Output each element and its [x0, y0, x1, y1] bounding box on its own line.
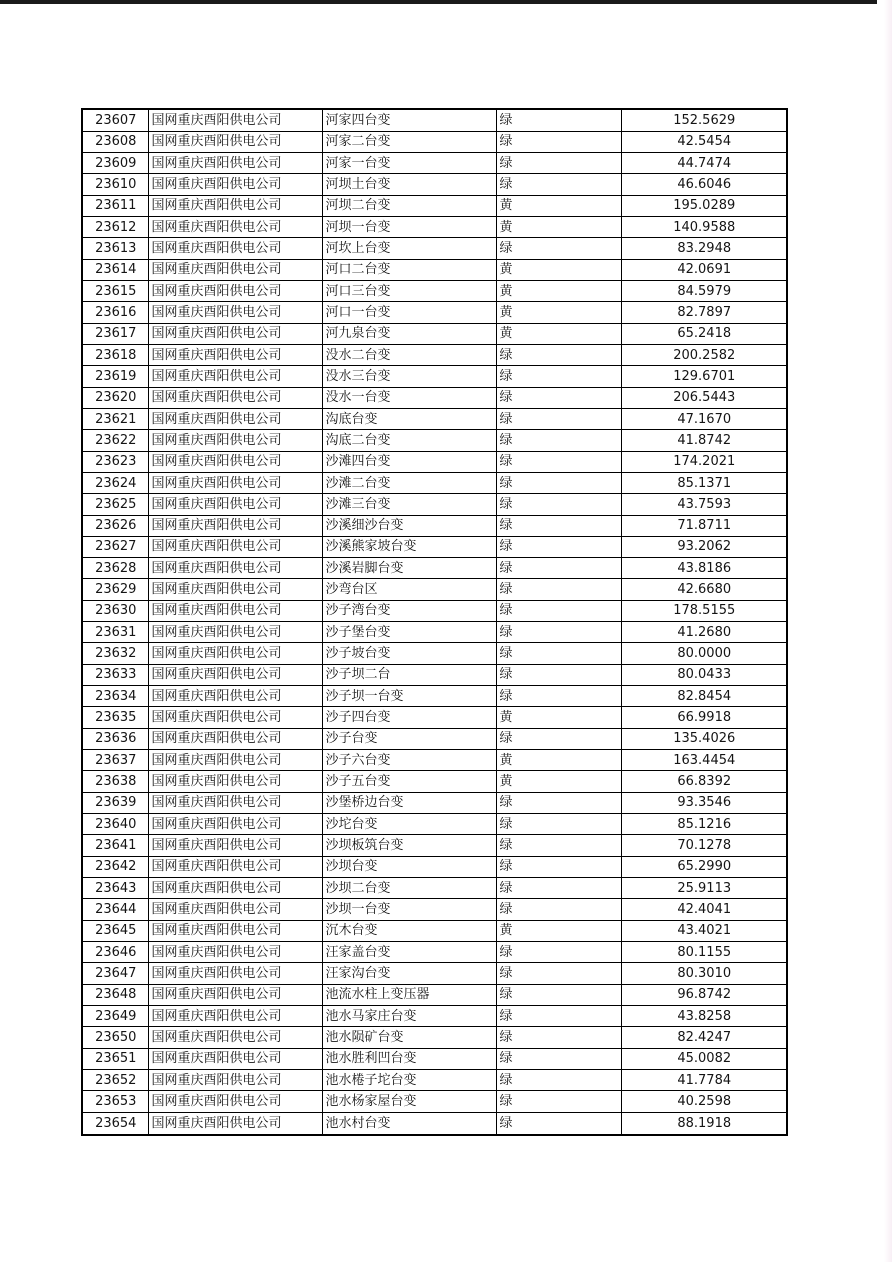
value-cell: 43.8258 [621, 1006, 787, 1027]
company-cell: 国网重庆酉阳供电公司 [148, 109, 322, 131]
table-row [82, 408, 787, 429]
table-body [82, 109, 787, 1135]
table-row [82, 1027, 787, 1048]
id-cell: 23618 [82, 344, 148, 365]
status-cell: 黄 [496, 259, 621, 280]
company-cell: 国网重庆酉阳供电公司 [148, 494, 322, 515]
id-cell: 23611 [82, 195, 148, 216]
table-row [82, 238, 787, 259]
company-cell: 国网重庆酉阳供电公司 [148, 643, 322, 664]
id-cell: 23650 [82, 1027, 148, 1048]
station-cell: 河坝土台变 [322, 174, 496, 195]
status-cell: 黄 [496, 216, 621, 237]
company-cell: 国网重庆酉阳供电公司 [148, 1112, 322, 1135]
id-cell: 23627 [82, 536, 148, 557]
status-cell: 绿 [496, 600, 621, 621]
id-cell: 23623 [82, 451, 148, 472]
status-cell: 绿 [496, 1070, 621, 1091]
company-cell: 国网重庆酉阳供电公司 [148, 579, 322, 600]
value-cell: 70.1278 [621, 835, 787, 856]
station-cell: 沙坨台变 [322, 814, 496, 835]
station-cell: 沙子湾台变 [322, 600, 496, 621]
table-row [82, 152, 787, 173]
id-cell: 23633 [82, 664, 148, 685]
value-cell: 25.9113 [621, 878, 787, 899]
value-cell: 80.3010 [621, 963, 787, 984]
company-cell: 国网重庆酉阳供电公司 [148, 152, 322, 173]
station-cell: 河坎上台变 [322, 238, 496, 259]
id-cell: 23654 [82, 1112, 148, 1135]
company-cell: 国网重庆酉阳供电公司 [148, 366, 322, 387]
table-row [82, 792, 787, 813]
station-cell: 沙子四台变 [322, 707, 496, 728]
company-cell: 国网重庆酉阳供电公司 [148, 238, 322, 259]
id-cell: 23610 [82, 174, 148, 195]
station-cell: 沙弯台区 [322, 579, 496, 600]
status-cell: 绿 [496, 558, 621, 579]
station-cell: 沙滩三台变 [322, 494, 496, 515]
value-cell: 206.5443 [621, 387, 787, 408]
table-row [82, 1070, 787, 1091]
station-cell: 沙坝板筑台变 [322, 835, 496, 856]
status-cell: 绿 [496, 408, 621, 429]
station-cell: 河家四台变 [322, 109, 496, 131]
value-cell: 41.8742 [621, 430, 787, 451]
id-cell: 23624 [82, 472, 148, 493]
id-cell: 23634 [82, 686, 148, 707]
value-cell: 80.0433 [621, 664, 787, 685]
id-cell: 23613 [82, 238, 148, 259]
status-cell: 绿 [496, 664, 621, 685]
status-cell: 黄 [496, 771, 621, 792]
id-cell: 23617 [82, 323, 148, 344]
company-cell: 国网重庆酉阳供电公司 [148, 728, 322, 749]
table-row [82, 1091, 787, 1112]
table-row [82, 878, 787, 899]
id-cell: 23616 [82, 302, 148, 323]
status-cell: 绿 [496, 899, 621, 920]
status-cell: 绿 [496, 238, 621, 259]
station-cell: 沙子六台变 [322, 750, 496, 771]
table-row [82, 814, 787, 835]
value-cell: 93.3546 [621, 792, 787, 813]
status-cell: 黄 [496, 323, 621, 344]
value-cell: 83.2948 [621, 238, 787, 259]
station-cell: 河口三台变 [322, 280, 496, 301]
station-cell: 沙子坝二台 [322, 664, 496, 685]
station-cell: 池水杨家屋台变 [322, 1091, 496, 1112]
station-cell: 沙滩二台变 [322, 472, 496, 493]
id-cell: 23643 [82, 878, 148, 899]
company-cell: 国网重庆酉阳供电公司 [148, 280, 322, 301]
status-cell: 绿 [496, 1091, 621, 1112]
value-cell: 43.8186 [621, 558, 787, 579]
status-cell: 黄 [496, 707, 621, 728]
id-cell: 23640 [82, 814, 148, 835]
value-cell: 82.8454 [621, 686, 787, 707]
company-cell: 国网重庆酉阳供电公司 [148, 451, 322, 472]
value-cell: 71.8711 [621, 515, 787, 536]
station-data-table [81, 108, 788, 1136]
value-cell: 80.1155 [621, 942, 787, 963]
table-row [82, 856, 787, 877]
value-cell: 41.2680 [621, 622, 787, 643]
id-cell: 23646 [82, 942, 148, 963]
value-cell: 80.0000 [621, 643, 787, 664]
station-cell: 池水村台变 [322, 1112, 496, 1135]
id-cell: 23647 [82, 963, 148, 984]
value-cell: 140.9588 [621, 216, 787, 237]
id-cell: 23625 [82, 494, 148, 515]
station-cell: 沉木台变 [322, 920, 496, 941]
value-cell: 200.2582 [621, 344, 787, 365]
station-cell: 沙堡桥边台变 [322, 792, 496, 813]
company-cell: 国网重庆酉阳供电公司 [148, 323, 322, 344]
value-cell: 42.0691 [621, 259, 787, 280]
id-cell: 23630 [82, 600, 148, 621]
company-cell: 国网重庆酉阳供电公司 [148, 942, 322, 963]
station-cell: 池流水柱上变压器 [322, 984, 496, 1005]
station-cell: 池水陨矿台变 [322, 1027, 496, 1048]
table-row [82, 984, 787, 1005]
table-row [82, 109, 787, 131]
company-cell: 国网重庆酉阳供电公司 [148, 899, 322, 920]
id-cell: 23651 [82, 1048, 148, 1069]
company-cell: 国网重庆酉阳供电公司 [148, 984, 322, 1005]
table-row [82, 942, 787, 963]
value-cell: 47.1670 [621, 408, 787, 429]
station-cell: 河口二台变 [322, 259, 496, 280]
value-cell: 96.8742 [621, 984, 787, 1005]
station-cell: 没水三台变 [322, 366, 496, 387]
status-cell: 绿 [496, 728, 621, 749]
id-cell: 23638 [82, 771, 148, 792]
table-row [82, 664, 787, 685]
value-cell: 163.4454 [621, 750, 787, 771]
table-row [82, 323, 787, 344]
company-cell: 国网重庆酉阳供电公司 [148, 216, 322, 237]
company-cell: 国网重庆酉阳供电公司 [148, 536, 322, 557]
station-cell: 沙子五台变 [322, 771, 496, 792]
id-cell: 23609 [82, 152, 148, 173]
table-row [82, 430, 787, 451]
status-cell: 绿 [496, 963, 621, 984]
status-cell: 绿 [496, 1006, 621, 1027]
id-cell: 23653 [82, 1091, 148, 1112]
value-cell: 65.2418 [621, 323, 787, 344]
page-edge-shade [884, 0, 892, 1262]
id-cell: 23632 [82, 643, 148, 664]
table-row [82, 771, 787, 792]
station-cell: 汪家盖台变 [322, 942, 496, 963]
id-cell: 23612 [82, 216, 148, 237]
value-cell: 43.7593 [621, 494, 787, 515]
value-cell: 65.2990 [621, 856, 787, 877]
id-cell: 23636 [82, 728, 148, 749]
value-cell: 42.4041 [621, 899, 787, 920]
station-cell: 沙滩四台变 [322, 451, 496, 472]
station-cell: 沙溪细沙台变 [322, 515, 496, 536]
company-cell: 国网重庆酉阳供电公司 [148, 664, 322, 685]
value-cell: 88.1918 [621, 1112, 787, 1135]
status-cell: 绿 [496, 344, 621, 365]
table-row [82, 558, 787, 579]
station-cell: 沙子台变 [322, 728, 496, 749]
company-cell: 国网重庆酉阳供电公司 [148, 600, 322, 621]
id-cell: 23652 [82, 1070, 148, 1091]
table-row [82, 963, 787, 984]
status-cell: 绿 [496, 835, 621, 856]
table-row [82, 131, 787, 152]
table-row [82, 579, 787, 600]
value-cell: 66.8392 [621, 771, 787, 792]
id-cell: 23619 [82, 366, 148, 387]
value-cell: 195.0289 [621, 195, 787, 216]
value-cell: 85.1371 [621, 472, 787, 493]
station-cell: 沙坝台变 [322, 856, 496, 877]
table-row [82, 195, 787, 216]
id-cell: 23631 [82, 622, 148, 643]
table-row [82, 494, 787, 515]
company-cell: 国网重庆酉阳供电公司 [148, 472, 322, 493]
status-cell: 绿 [496, 814, 621, 835]
company-cell: 国网重庆酉阳供电公司 [148, 1070, 322, 1091]
station-cell: 河九泉台变 [322, 323, 496, 344]
company-cell: 国网重庆酉阳供电公司 [148, 344, 322, 365]
table-row [82, 387, 787, 408]
id-cell: 23644 [82, 899, 148, 920]
station-cell: 池水马家庄台变 [322, 1006, 496, 1027]
company-cell: 国网重庆酉阳供电公司 [148, 771, 322, 792]
value-cell: 43.4021 [621, 920, 787, 941]
status-cell: 绿 [496, 1027, 621, 1048]
value-cell: 82.4247 [621, 1027, 787, 1048]
station-cell: 沙坝二台变 [322, 878, 496, 899]
id-cell: 23648 [82, 984, 148, 1005]
id-cell: 23622 [82, 430, 148, 451]
status-cell: 绿 [496, 451, 621, 472]
station-cell: 河家二台变 [322, 131, 496, 152]
id-cell: 23607 [82, 109, 148, 131]
id-cell: 23608 [82, 131, 148, 152]
company-cell: 国网重庆酉阳供电公司 [148, 1027, 322, 1048]
status-cell: 绿 [496, 942, 621, 963]
value-cell: 46.6046 [621, 174, 787, 195]
status-cell: 绿 [496, 579, 621, 600]
status-cell: 绿 [496, 515, 621, 536]
id-cell: 23614 [82, 259, 148, 280]
table-row [82, 515, 787, 536]
company-cell: 国网重庆酉阳供电公司 [148, 1006, 322, 1027]
table-row [82, 344, 787, 365]
station-cell: 没水一台变 [322, 387, 496, 408]
status-cell: 黄 [496, 302, 621, 323]
id-cell: 23620 [82, 387, 148, 408]
value-cell: 44.7474 [621, 152, 787, 173]
id-cell: 23649 [82, 1006, 148, 1027]
table-row [82, 707, 787, 728]
value-cell: 42.5454 [621, 131, 787, 152]
status-cell: 绿 [496, 131, 621, 152]
company-cell: 国网重庆酉阳供电公司 [148, 515, 322, 536]
station-cell: 河坝二台变 [322, 195, 496, 216]
company-cell: 国网重庆酉阳供电公司 [148, 1048, 322, 1069]
station-cell: 沙子堡台变 [322, 622, 496, 643]
table-row [82, 366, 787, 387]
company-cell: 国网重庆酉阳供电公司 [148, 1091, 322, 1112]
table-row [82, 622, 787, 643]
value-cell: 93.2062 [621, 536, 787, 557]
id-cell: 23628 [82, 558, 148, 579]
table-row [82, 835, 787, 856]
company-cell: 国网重庆酉阳供电公司 [148, 707, 322, 728]
table-row [82, 472, 787, 493]
station-cell: 沙坝一台变 [322, 899, 496, 920]
table-row [82, 1112, 787, 1135]
station-cell: 沙子坝一台变 [322, 686, 496, 707]
status-cell: 黄 [496, 750, 621, 771]
station-cell: 没水二台变 [322, 344, 496, 365]
company-cell: 国网重庆酉阳供电公司 [148, 622, 322, 643]
table-row [82, 1048, 787, 1069]
company-cell: 国网重庆酉阳供电公司 [148, 430, 322, 451]
status-cell: 绿 [496, 387, 621, 408]
status-cell: 绿 [496, 856, 621, 877]
table-row [82, 1006, 787, 1027]
company-cell: 国网重庆酉阳供电公司 [148, 408, 322, 429]
status-cell: 绿 [496, 792, 621, 813]
status-cell: 绿 [496, 643, 621, 664]
table-row [82, 643, 787, 664]
table-row [82, 920, 787, 941]
status-cell: 绿 [496, 109, 621, 131]
status-cell: 绿 [496, 494, 621, 515]
status-cell: 黄 [496, 920, 621, 941]
station-cell: 沙子坡台变 [322, 643, 496, 664]
value-cell: 40.2598 [621, 1091, 787, 1112]
table-row [82, 174, 787, 195]
station-cell: 河家一台变 [322, 152, 496, 173]
status-cell: 黄 [496, 280, 621, 301]
status-cell: 绿 [496, 878, 621, 899]
status-cell: 绿 [496, 472, 621, 493]
company-cell: 国网重庆酉阳供电公司 [148, 792, 322, 813]
top-divider-bar [0, 0, 877, 4]
company-cell: 国网重庆酉阳供电公司 [148, 686, 322, 707]
company-cell: 国网重庆酉阳供电公司 [148, 963, 322, 984]
station-cell: 汪家沟台变 [322, 963, 496, 984]
id-cell: 23629 [82, 579, 148, 600]
status-cell: 绿 [496, 1112, 621, 1135]
station-cell: 沙溪岩脚台变 [322, 558, 496, 579]
station-cell: 河坝一台变 [322, 216, 496, 237]
station-cell: 沟底台变 [322, 408, 496, 429]
table-row [82, 280, 787, 301]
station-cell: 河口一台变 [322, 302, 496, 323]
value-cell: 66.9918 [621, 707, 787, 728]
value-cell: 45.0082 [621, 1048, 787, 1069]
id-cell: 23645 [82, 920, 148, 941]
value-cell: 129.6701 [621, 366, 787, 387]
company-cell: 国网重庆酉阳供电公司 [148, 387, 322, 408]
status-cell: 绿 [496, 984, 621, 1005]
id-cell: 23641 [82, 835, 148, 856]
table-row [82, 536, 787, 557]
table-row [82, 216, 787, 237]
station-cell: 池水棬子坨台变 [322, 1070, 496, 1091]
status-cell: 绿 [496, 622, 621, 643]
status-cell: 绿 [496, 1048, 621, 1069]
company-cell: 国网重庆酉阳供电公司 [148, 195, 322, 216]
status-cell: 黄 [496, 195, 621, 216]
station-cell: 沟底二台变 [322, 430, 496, 451]
company-cell: 国网重庆酉阳供电公司 [148, 856, 322, 877]
status-cell: 绿 [496, 174, 621, 195]
status-cell: 绿 [496, 430, 621, 451]
id-cell: 23637 [82, 750, 148, 771]
company-cell: 国网重庆酉阳供电公司 [148, 174, 322, 195]
company-cell: 国网重庆酉阳供电公司 [148, 878, 322, 899]
value-cell: 84.5979 [621, 280, 787, 301]
company-cell: 国网重庆酉阳供电公司 [148, 259, 322, 280]
table-row [82, 259, 787, 280]
status-cell: 绿 [496, 152, 621, 173]
value-cell: 178.5155 [621, 600, 787, 621]
id-cell: 23626 [82, 515, 148, 536]
value-cell: 152.5629 [621, 109, 787, 131]
table-row [82, 899, 787, 920]
company-cell: 国网重庆酉阳供电公司 [148, 302, 322, 323]
value-cell: 41.7784 [621, 1070, 787, 1091]
value-cell: 82.7897 [621, 302, 787, 323]
id-cell: 23635 [82, 707, 148, 728]
company-cell: 国网重庆酉阳供电公司 [148, 920, 322, 941]
station-cell: 池水胜利凹台变 [322, 1048, 496, 1069]
status-cell: 绿 [496, 686, 621, 707]
id-cell: 23615 [82, 280, 148, 301]
value-cell: 85.1216 [621, 814, 787, 835]
table-row [82, 302, 787, 323]
table-row [82, 686, 787, 707]
table-row [82, 600, 787, 621]
table-row [82, 451, 787, 472]
table-row [82, 750, 787, 771]
company-cell: 国网重庆酉阳供电公司 [148, 131, 322, 152]
id-cell: 23621 [82, 408, 148, 429]
company-cell: 国网重庆酉阳供电公司 [148, 814, 322, 835]
station-cell: 沙溪熊家坡台变 [322, 536, 496, 557]
value-cell: 42.6680 [621, 579, 787, 600]
id-cell: 23642 [82, 856, 148, 877]
id-cell: 23639 [82, 792, 148, 813]
company-cell: 国网重庆酉阳供电公司 [148, 750, 322, 771]
value-cell: 135.4026 [621, 728, 787, 749]
company-cell: 国网重庆酉阳供电公司 [148, 558, 322, 579]
table-row [82, 728, 787, 749]
company-cell: 国网重庆酉阳供电公司 [148, 835, 322, 856]
status-cell: 绿 [496, 536, 621, 557]
status-cell: 绿 [496, 366, 621, 387]
value-cell: 174.2021 [621, 451, 787, 472]
